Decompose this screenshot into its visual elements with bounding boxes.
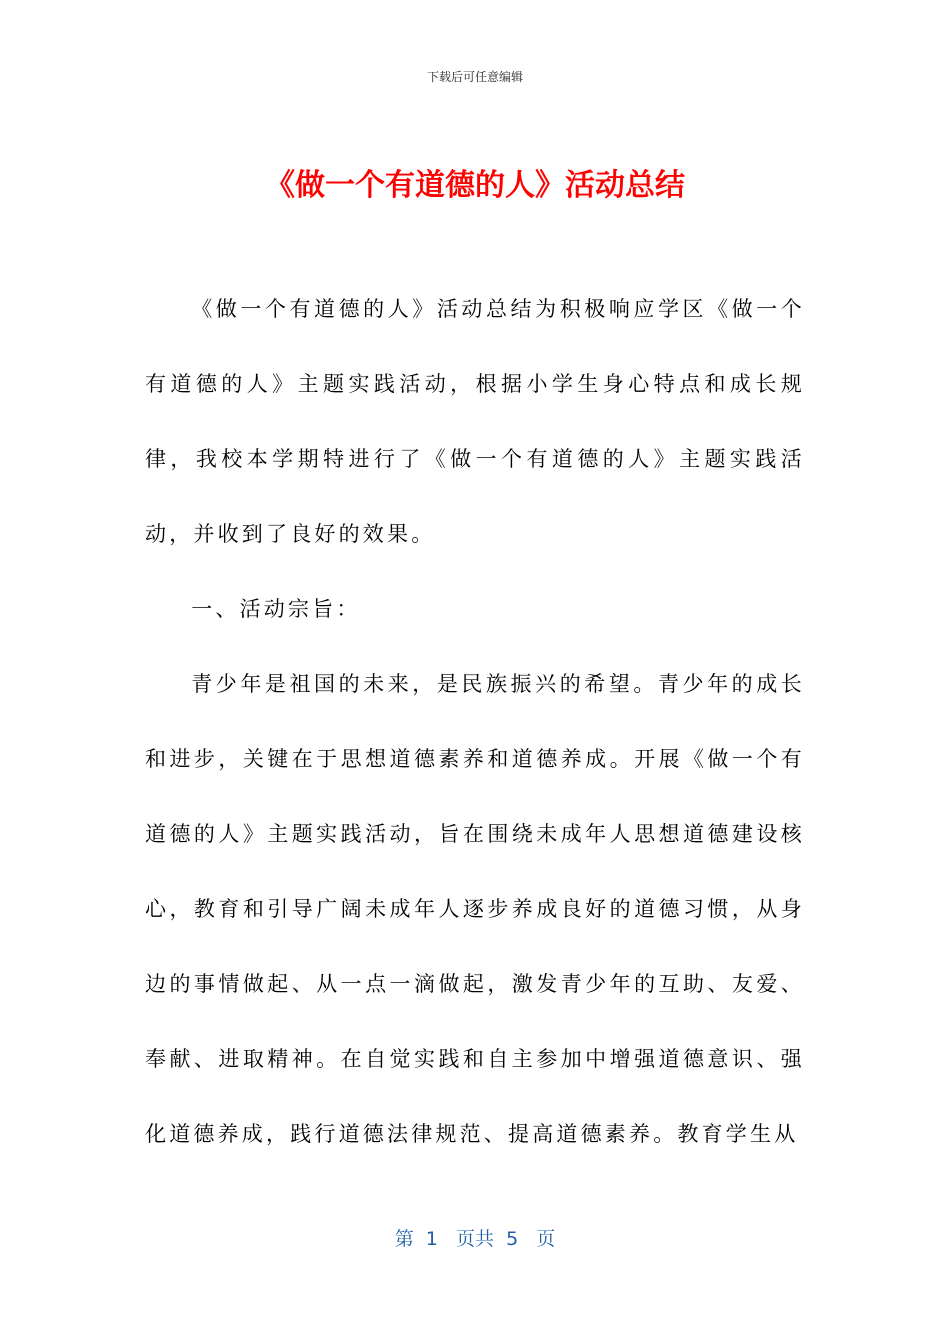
page-footer: 第 1 页共 5 页	[394, 1228, 556, 1250]
paragraph-purpose: 青少年是祖国的未来，是民族振兴的希望。青少年的成长和进步，关键在于思想道德素养和道德养成。开展《做一个有道德的人》主题实践活动，旨在围绕未成年人思想道德建设核心，教育和引导广阔未成年人逐步养成良好的道德习惯，从身边的事情做起、从一点一滴做起，激发青少年的互助、友爱、奉献、进取精神。在自觉实践和自主参加中增强道德意识、强化道德养成，践行道德法律规范、提高道德素养。教育学生从	[145, 672, 805, 1146]
paragraph-intro: 《做一个有道德的人》活动总结为积极响应学区《做一个有道德的人》主题实践活动，根据小学生身心特点和成长规律，我校本学期特进行了《做一个有道德的人》主题实践活动，并收到了良好的效果。	[145, 297, 805, 546]
document-title: 《做一个有道德的人》活动总结	[265, 168, 685, 204]
section-heading-purpose: 一、活动宗旨：	[191, 597, 361, 621]
header-note: 下载后可任意编辑	[426, 70, 523, 84]
document-body	[145, 272, 805, 1172]
